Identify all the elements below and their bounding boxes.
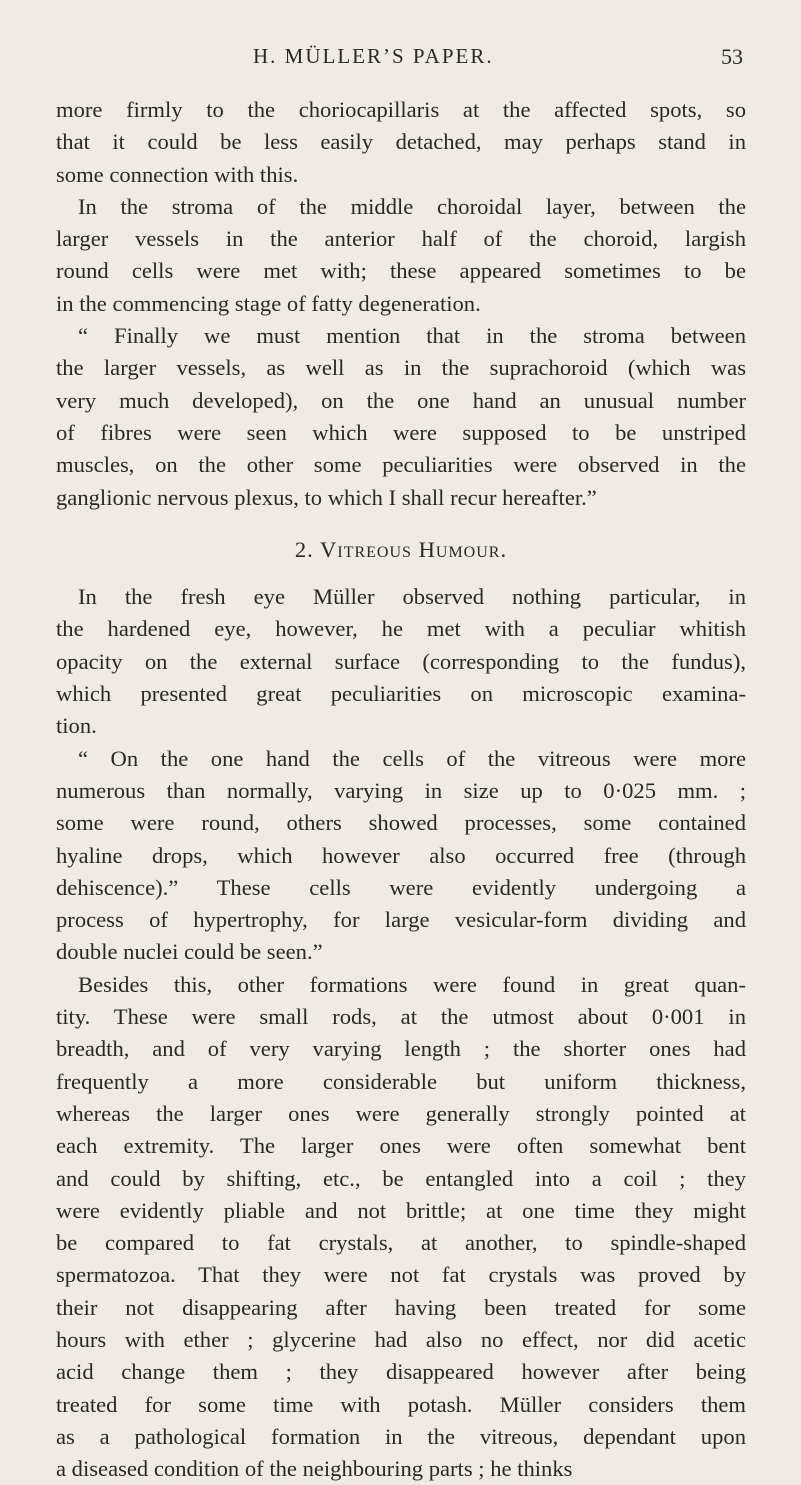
text-line: ganglionic nervous plexus, to which I shall recur hereafter.” xyxy=(56,484,597,510)
text-line: of fibres were seen which were supposed to be unstriped xyxy=(56,419,746,445)
paragraph xyxy=(56,581,746,742)
text-line: In the stroma of the middle choroidal layer, between the xyxy=(78,193,746,219)
text-line: treated for some time with potash. Müller considers them xyxy=(56,1391,746,1417)
paragraph xyxy=(56,94,746,191)
body-text xyxy=(56,94,746,1485)
text-line: round cells were met with; these appeared sometimes to be xyxy=(56,258,746,284)
text-line: their not disappearing after having been treated for some xyxy=(56,1294,746,1320)
text-line: “ On the one hand the cells of the vitreous were more xyxy=(78,745,746,771)
paragraph xyxy=(56,320,746,514)
text-line: the hardened eye, however, he met with a peculiar whitish xyxy=(56,616,746,642)
text-line: hours with ether ; glycerine had also no effect, nor did acetic xyxy=(56,1326,746,1352)
text-line: “ Finally we must mention that in the stroma between xyxy=(78,323,746,349)
text-line: were evidently pliable and not brittle; at one time they might xyxy=(56,1197,746,1223)
text-line: a diseased condition of the neighbouring parts ; he thinks xyxy=(56,1456,573,1482)
running-title: H. MÜLLER’S PAPER. xyxy=(253,44,494,68)
paragraph xyxy=(56,191,746,320)
text-line: and could by shifting, etc., be entangled into a coil ; they xyxy=(56,1165,746,1191)
paragraph xyxy=(56,969,746,1485)
text-line: numerous than normally, varying in size up to 0·025 mm. ; xyxy=(56,777,746,803)
text-line: larger vessels in the anterior half of the choroid, largish xyxy=(56,226,746,252)
text-line: which presented great peculiarities on microscopic examina- xyxy=(56,681,746,707)
section-heading: 2. Vitreous Humour. xyxy=(294,536,508,562)
text-block-choroid xyxy=(56,94,746,514)
text-line: in the commencing stage of fatty degeneration. xyxy=(56,290,481,316)
text-line: be compared to fat crystals, at another, to spindle-shaped xyxy=(56,1230,746,1256)
text-line: In the fresh eye Müller observed nothing particular, in xyxy=(78,584,746,610)
text-line: whereas the larger ones were generally strongly pointed at xyxy=(56,1100,746,1126)
text-line: tity. These were small rods, at the utmost about 0·001 in xyxy=(56,1004,746,1030)
text-line: some connection with this. xyxy=(56,161,299,187)
text-line: each extremity. The larger ones were often somewhat bent xyxy=(56,1133,746,1159)
text-line: breadth, and of very varying length ; the shorter ones had xyxy=(56,1036,746,1062)
page-number: 53 xyxy=(721,44,743,69)
text-line: that it could be less easily detached, may perhaps stand in xyxy=(56,129,746,155)
text-line: very much developed), on the one hand an unusual number xyxy=(56,387,746,413)
text-line: hyaline drops, which however also occurred free (through xyxy=(56,842,746,868)
text-line: double nuclei could be seen.” xyxy=(56,939,323,965)
text-line: spermatozoa. That they were not fat crystals was proved by xyxy=(56,1262,746,1288)
running-head xyxy=(253,44,743,74)
text-line: Besides this, other formations were found in great quan- xyxy=(78,971,746,997)
text-block-vitreous xyxy=(56,581,746,1485)
text-line: the larger vessels, as well as in the suprachoroid (which was xyxy=(56,355,746,381)
text-line: some were round, others showed processes, some contained xyxy=(56,810,746,836)
text-line: frequently a more considerable but uniform thickness, xyxy=(56,1068,746,1094)
text-line: more firmly to the choriocapillaris at the affected spots, so xyxy=(56,97,746,122)
text-line: acid change them ; they disappeared however after being xyxy=(56,1359,746,1385)
text-line: tion. xyxy=(56,713,97,739)
text-line: as a pathological formation in the vitreous, dependant upon xyxy=(56,1423,746,1449)
paragraph xyxy=(56,743,746,969)
text-line: dehiscence).” These cells were evidently undergoing a xyxy=(56,874,746,900)
text-line: muscles, on the other some peculiarities were observed in the xyxy=(56,452,746,478)
text-line: opacity on the external surface (corresponding to the fundus), xyxy=(56,648,746,674)
text-line: process of hypertrophy, for large vesicular-form dividing and xyxy=(56,907,746,933)
